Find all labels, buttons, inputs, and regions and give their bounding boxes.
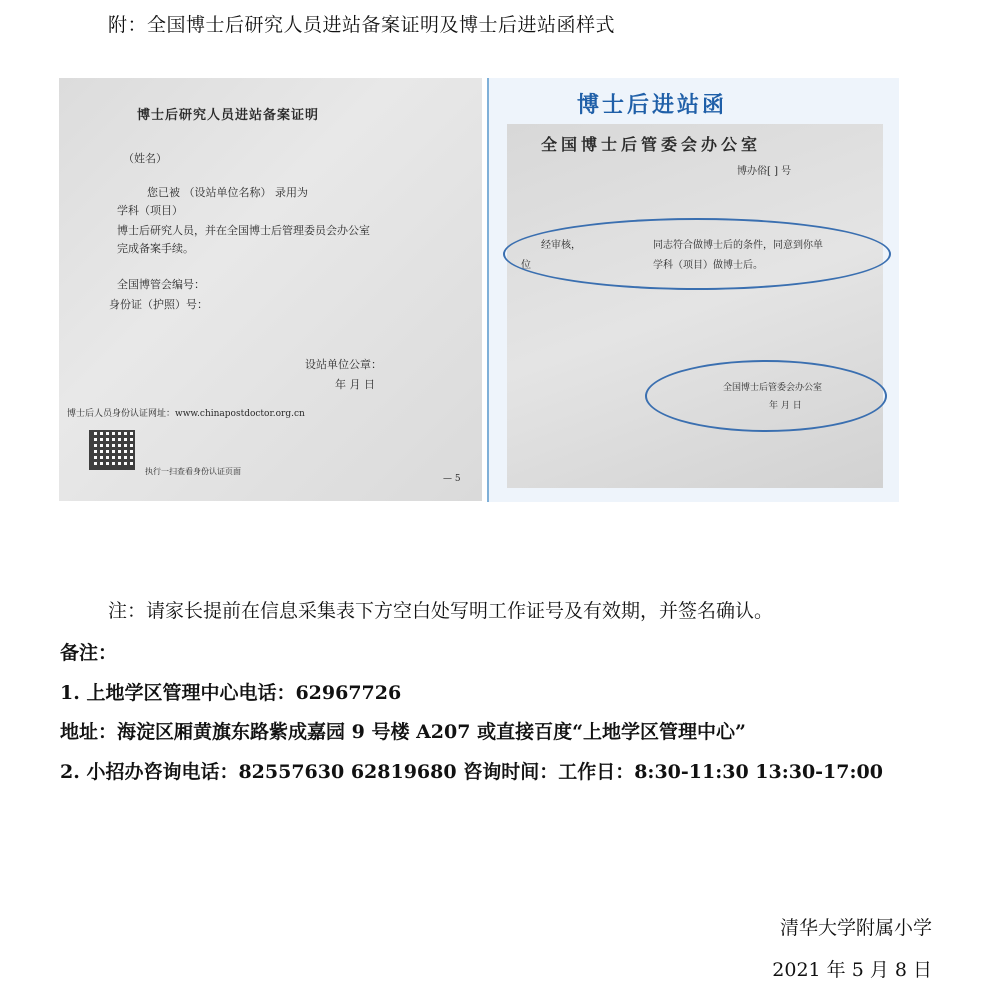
highlight-ellipse <box>645 360 887 432</box>
entry-letter-line: 经审核， <box>541 240 581 251</box>
signature-date: 2021 年 5 月 8 日 <box>772 959 932 981</box>
certificate-line: 身份证（护照）号： <box>109 298 208 311</box>
certificate-line: 学科（项目） <box>117 204 183 217</box>
certificate-title: 博士后研究人员进站备案证明 <box>137 108 320 123</box>
parent-note: 注：请家长提前在信息采集表下方空白处写明工作证号及有效期，并签名确认。 <box>108 600 774 622</box>
entry-letter-line: 同志符合做博士后的条件，同意到你单 <box>653 240 823 251</box>
certificate-line: 完成备案手续。 <box>117 242 194 255</box>
signature-org: 清华大学附属小学 <box>779 917 932 939</box>
entry-letter-line: 位 <box>521 260 531 271</box>
page-mark: — 5 <box>443 474 461 484</box>
remarks-label: 备注： <box>60 642 118 664</box>
entry-letter-header: 全国博士后管委会办公室 <box>541 135 762 154</box>
certificate-date-line: 年 月 日 <box>335 378 375 391</box>
remarks-item-2: 2. 小招办咨询电话：82557630 62819680 咨询时间：工作日：8:30-11:30 13:30-17:00 <box>60 761 883 783</box>
remarks-address: 地址：海淀区厢黄旗东路紫成嘉园 9 号楼 A207 或直接百度“上地学区管理中心” <box>60 721 746 743</box>
entry-letter-doc-no: 博办俗[ ] 号 <box>737 166 792 177</box>
entry-letter-stamp-line: 全国博士后管委会办公室 <box>723 383 823 393</box>
certificate-line: 您已被 （设站单位名称） 录用为 <box>147 186 308 199</box>
entry-letter-photo <box>507 124 883 488</box>
certificate-line: 全国博管会编号： <box>117 278 205 291</box>
highlight-ellipse <box>503 218 891 290</box>
certificate-line: 博士后研究人员，并在全国博士后管理委员会办公室 <box>117 224 370 237</box>
qr-code-icon <box>89 430 135 470</box>
entry-letter-line: 学科（项目）做博士后。 <box>653 260 763 271</box>
certificate-seal-line: 设站单位公章： <box>305 358 382 371</box>
certificate-qr-caption: 执行一扫查看身份认证页面 <box>145 467 241 476</box>
remarks-item-1: 1. 上地学区管理中心电话：62967726 <box>60 682 402 704</box>
entry-letter-banner: 博士后进站函 <box>577 92 728 118</box>
postdoc-record-certificate-photo <box>59 78 482 501</box>
intro-line: 附：全国博士后研究人员进站备案证明及博士后进站函样式 <box>108 14 616 36</box>
entry-letter-date-line: 年 月 日 <box>769 401 802 411</box>
certificate-name-line: （姓名） <box>123 152 167 165</box>
certificate-url-line: 博士后人员身份认证网址：www.chinapostdoctor.org.cn <box>67 409 305 419</box>
postdoc-entry-letter-sample <box>487 78 899 502</box>
